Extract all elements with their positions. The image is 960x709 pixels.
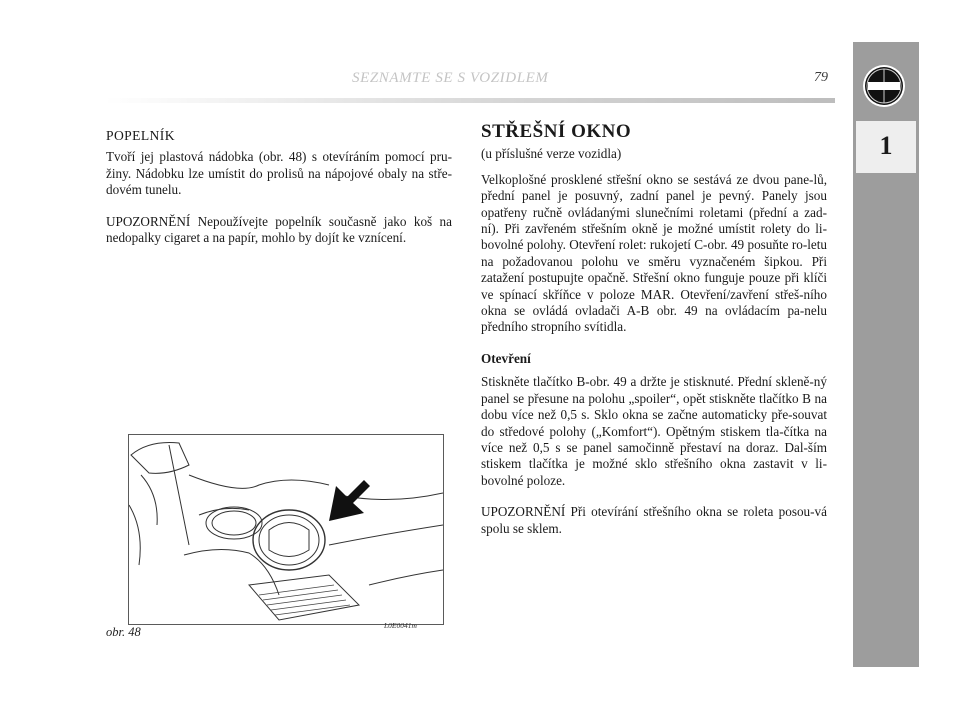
figure-48-ashtray (128, 434, 444, 625)
ashtray-paragraph: Tvoří jej plastová nádobka (obr. 48) s otevíráním pomocí pru-žiny. Nádobku lze umístit do prolisů na nápojové obaly na stře-dovém tunelu. (106, 149, 452, 198)
ashtray-warning: UPOZORNĚNÍ Nepoužívejte popelník současně jako koš na nedopalky cigaret a na papír, mohlo by dojít ke vznícení. (106, 213, 452, 246)
left-column (106, 128, 452, 246)
chapter-number: 1 (879, 131, 893, 160)
figure-caption: obr. 48 (106, 625, 141, 639)
sunroof-warning: UPOZORNĚNÍ Při otevírání střešního okna se roleta posou-vá spolu se sklem. (481, 504, 827, 536)
figure-code: L0E0041m (384, 621, 417, 630)
header-rule (105, 98, 835, 103)
lancia-logo-icon (857, 59, 911, 113)
right-column (481, 121, 827, 537)
sunroof-subheading: (u příslušné verze vozidla) (481, 146, 622, 162)
ashtray-illustration (129, 435, 443, 624)
sunroof-heading: STŘEŠNÍ OKNO (481, 121, 632, 142)
sunroof-paragraph: Velkoplošné prosklené střešní okno se sestává ze dvou pane-lů, přední panel je posuvný, zadní panel je pevný. Panely jsou opatřeny ručně ovládanými slunečními roletami (přední a zad-ní). Při zavřeném střešním okně je možné umístit rolety do li-bovolné polohy. Otevření rolet: rukojetí C-obr. 49 posuňte ro-letu na požadovanou polohu ve směru vyznačeném šipkou. Při zatažení postupujte opačně. Střešní okno funguje pouze při klíči ve spínací skříňce v poloze MAR. Otevření/zavření střeš-ního okna se ovládá ovladači A-B obr. 49 na ovládacím pa-nelu předního stropního svítidla. (481, 171, 827, 335)
opening-paragraph: Stiskněte tlačítko B-obr. 49 a držte je stisknuté. Přední skleně-ný panel se přesune na polohu „spoiler“, opět stiskněte tlačítko B na dobu více než 0,5 s. Sklo okna se začne automaticky pře-souvat do středové polohy („Komfort“). Opětným stiskem tla-čítka na více než 0,5 s se panel samočinně přestaví na doraz. Dal-ším stiskem tlačítka je možné sklo střešního okna zastavit v li-bovolné poloze. (481, 374, 827, 488)
opening-heading: Otevření (481, 350, 531, 366)
page-number: 79 (814, 70, 828, 85)
running-title: SEZNAMTE SE S VOZIDLEM (352, 70, 549, 86)
ashtray-heading: POPELNÍK (106, 128, 175, 143)
pointer-arrow-icon (329, 480, 370, 521)
